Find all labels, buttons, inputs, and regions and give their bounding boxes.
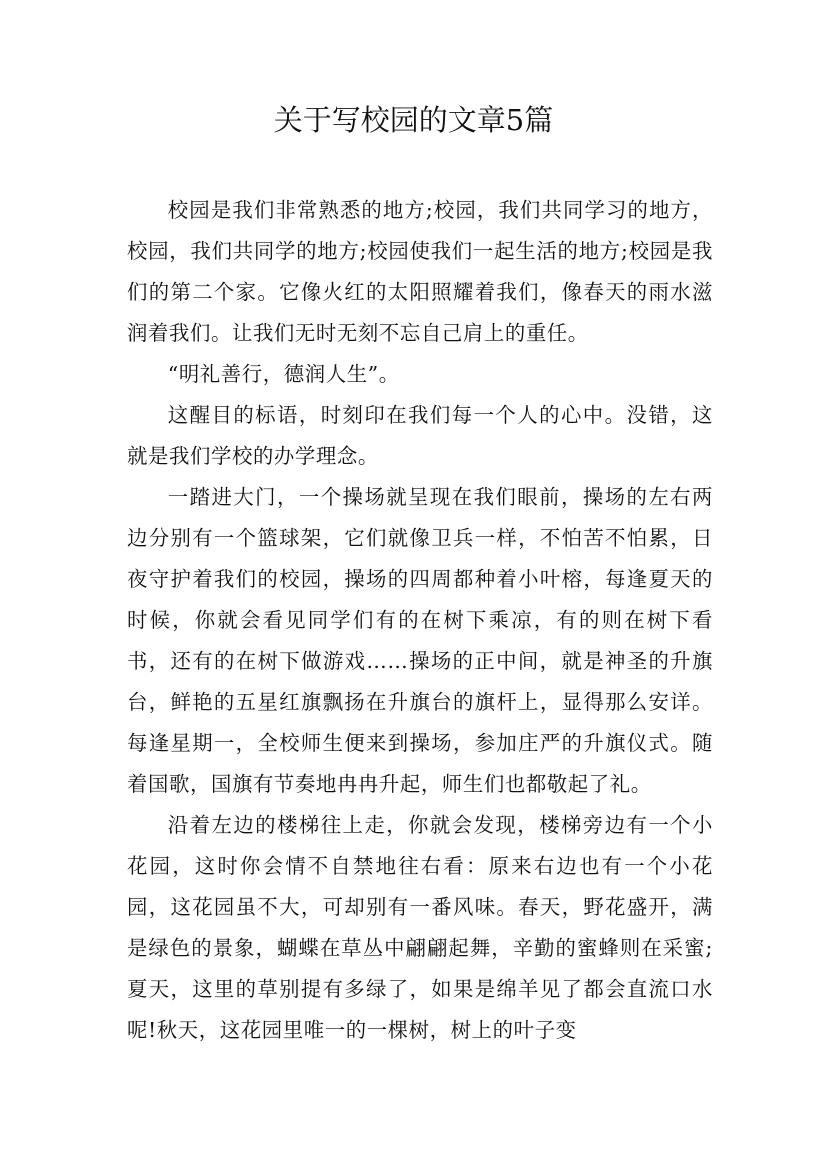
paragraph: 这醒目的标语，时刻印在我们每一个人的心中。没错，这就是我们学校的办学理念。 bbox=[127, 403, 713, 468]
document-title: 关于写校园的文章5篇 bbox=[273, 103, 554, 137]
paragraph: 沿着左边的楼梯往上走，你就会发现，楼梯旁边有一个小花园，这时你会情不自禁地往右看：原来右边也有一个小花园，这花园虽不大，可却别有一番风味。春天，野花盛开，满是绿色的景象，蝴蝶在草丛中翩翩起舞，辛勤的蜜蜂则在采蜜;夏天，这里的草别提有多绿了，如果是绵羊见了都会直流口水呢!秋天，这花园里唯一的一棵树，树上的叶子变 bbox=[127, 813, 713, 1042]
paragraph: “明礼善行，德润人生”。 bbox=[167, 362, 400, 386]
paragraph: 校园是我们非常熟悉的地方;校园，我们共同学习的地方，校园，我们共同学的地方;校园使我们一起生活的地方;校园是我们的第二个家。它像火红的太阳照耀着我们，像春天的雨水滋润着我们。让我们无时无刻不忘自己肩上的重任。 bbox=[127, 198, 713, 345]
document-body bbox=[127, 190, 713, 1051]
paragraph: 一踏进大门，一个操场就呈现在我们眼前，操场的左右两边分别有一个篮球架，它们就像卫兵一样，不怕苦不怕累，日夜守护着我们的校园，操场的四周都种着小叶榕，每逢夏天的时候，你就会看见同学们有的在树下乘凉，有的则在树下看书，还有的在树下做游戏……操场的正中间，就是神圣的升旗台，鲜艳的五星红旗飘扬在升旗台的旗杆上，显得那么安详。每逢星期一，全校师生便来到操场，参加庄严的升旗仪式。随着国歌，国旗有节奏地冉冉升起，师生们也都敬起了礼。 bbox=[127, 485, 713, 796]
